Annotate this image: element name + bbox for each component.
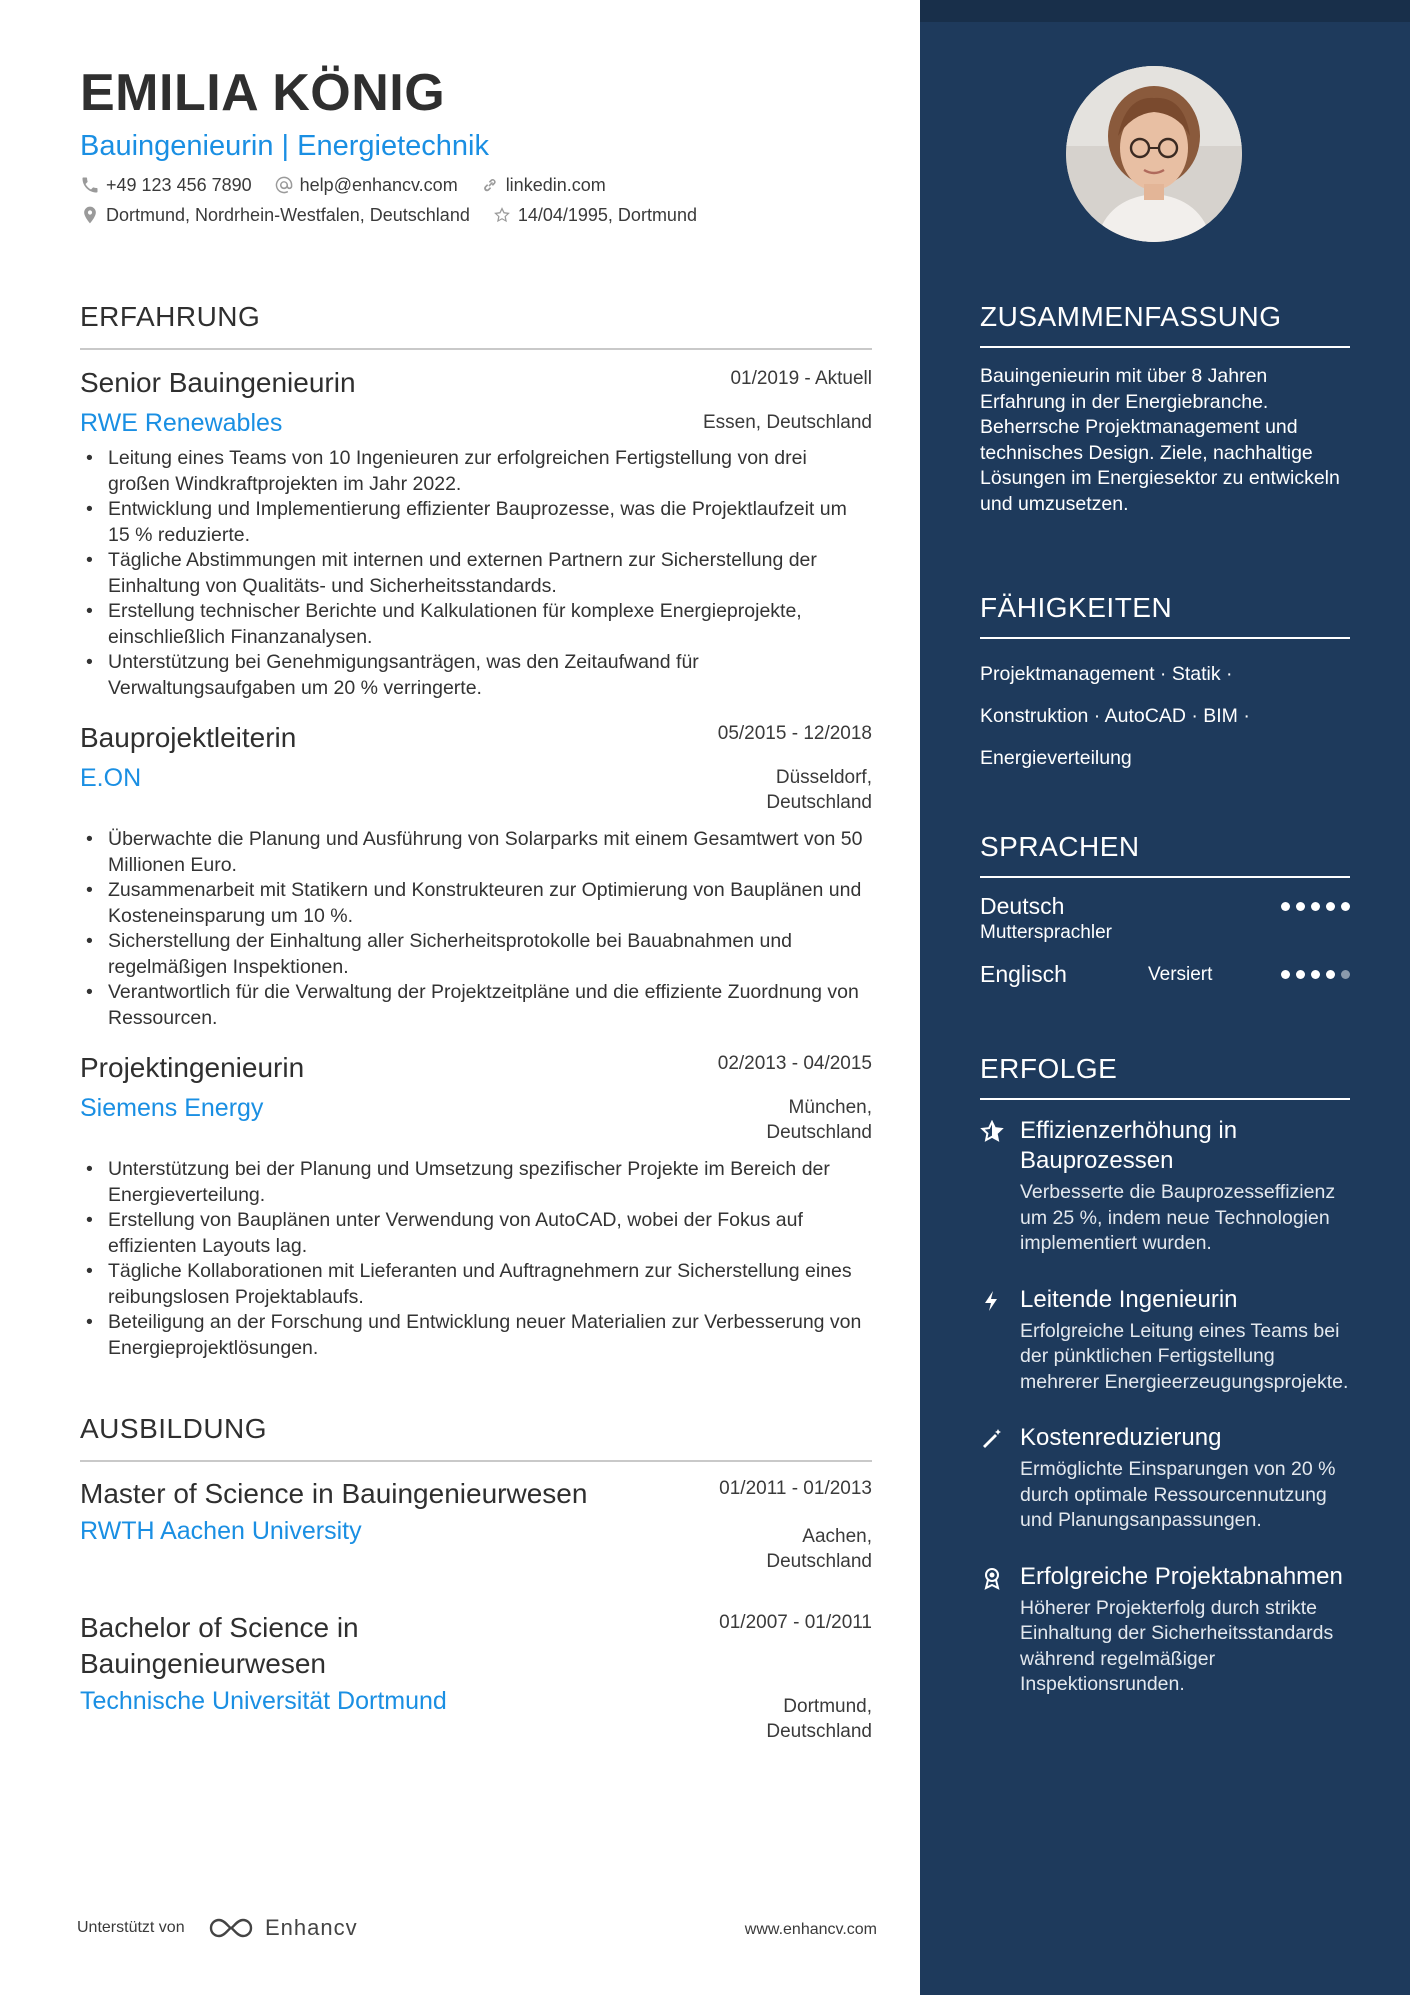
bolt-icon (980, 1289, 1004, 1313)
job-item (80, 366, 872, 701)
achievement-item (980, 1562, 1350, 1698)
degree (80, 1610, 640, 1682)
education-location-line: Dortmund, (783, 1696, 872, 1717)
birth-text: 14/04/1995, Dortmund (517, 205, 697, 225)
rating-dot-filled (1281, 970, 1290, 979)
job-location (766, 765, 872, 815)
link-icon (480, 175, 500, 195)
star-icon (980, 1120, 1004, 1144)
education-item (80, 1476, 872, 1572)
star-outline-icon (492, 205, 512, 225)
experience-section (80, 300, 872, 1361)
job-item (80, 1051, 872, 1361)
summary-section (980, 300, 1350, 517)
achievement-title: Kostenreduzierung (1020, 1424, 1222, 1451)
skills-line: Energieverteilung (980, 747, 1132, 769)
skills-title: FÄHIGKEITEN (980, 591, 1350, 639)
degree: Master of Science in Bauingenieurwesen (80, 1478, 588, 1509)
job-company: E.ON (80, 764, 142, 792)
education-location-line: Aachen, (802, 1526, 872, 1547)
contact-linkedin[interactable] (480, 174, 606, 196)
achievement-title: Leitende Ingenieurin (1020, 1285, 1238, 1313)
job-company: Siemens Energy (80, 1094, 264, 1122)
job-bullets (80, 827, 872, 1031)
job-dates: 02/2013 - 04/2015 (717, 1053, 872, 1074)
job-location-line: Düsseldorf, (775, 767, 872, 788)
rating-dot-filled (1326, 970, 1335, 979)
summary-text: Bauingenieurin mit über 8 Jahren Erfahrung in der Energiebranche. Beherrsche Projektmanagement und technisches Design. Ziele, nachhaltige Lösungen im Energiesektor zu entwickeln und umzusetzen. (980, 365, 1340, 515)
skills-section (980, 591, 1350, 779)
achievement-desc: Verbesserte die Bauprozesseffizienz um 25 %, indem neue Technologien implementiert wurden. (1020, 1181, 1336, 1254)
rating-dot-filled (1296, 970, 1305, 979)
bullet: • Tägliche Abstimmungen mit internen und externen Partnern zur Sicherstellung der Einhaltung von Qualitäts- und Sicherheitsstandards. (108, 548, 872, 599)
language-rating (1281, 970, 1350, 979)
bullet: • Unterstützung bei der Planung und Umsetzung spezifischer Projekte im Bereich der Energieverteilung. (108, 1157, 872, 1208)
education-dates: 01/2011 - 01/2013 (719, 1478, 872, 1499)
job-location (766, 1095, 872, 1145)
job-location-line: Deutschland (766, 1122, 872, 1143)
achievement-item (980, 1285, 1350, 1396)
job-location: Essen, Deutschland (703, 412, 872, 433)
job-bullets (80, 1157, 872, 1361)
job-location-line: Deutschland (766, 792, 872, 813)
education-section (80, 1412, 872, 1742)
linkedin-text: linkedin.com (505, 175, 606, 195)
at-icon (274, 175, 294, 195)
education-location (766, 1694, 872, 1744)
contact-row-1 (80, 174, 880, 196)
achievement-desc: Erfolgreiche Leitung eines Teams bei der pünktlichen Fertigstellung mehrerer Energieerzeugungsprojekte. (1020, 1319, 1349, 1393)
rating-dot-filled (1311, 902, 1320, 911)
rating-dot-filled (1281, 902, 1290, 911)
rating-dot-filled (1311, 970, 1320, 979)
achievement-title: Effizienzerhöhung in Bauprozessen (1020, 1117, 1238, 1174)
achievement-desc: Höherer Projekterfolg durch strikte Einhaltung der Sicherheitsstandards während regelmäßiger Inspektionsrunden. (1020, 1596, 1334, 1695)
sidebar-top-bar (920, 0, 1410, 22)
skills-list (980, 653, 1350, 779)
powered-by-text: Unterstützt von (77, 1919, 185, 1936)
brand-name: Enhancv (265, 1915, 358, 1940)
bullet: • Sicherstellung der Einhaltung aller Sicherheitsprotokolle bei Bauabnahmen und regelmäßigen Inspektionen. (108, 929, 872, 980)
education-item (80, 1610, 872, 1742)
languages-section (980, 830, 1350, 990)
achievement-item (980, 1116, 1350, 1257)
language-item (980, 960, 1350, 990)
wand-icon (980, 1427, 1004, 1451)
profile-photo (1066, 66, 1242, 242)
bullet: • Tägliche Kollaborationen mit Lieferanten und Auftragnehmern zur Sicherstellung eines reibungslosen Projektablaufs. (108, 1259, 872, 1310)
degree-line: Bachelor of Science in (80, 1612, 359, 1643)
language-level: Versiert (1148, 964, 1213, 985)
bullet: • Überwachte die Planung und Ausführung von Solarparks mit einem Gesamtwert von 50 Millionen Euro. (108, 827, 872, 878)
job-dates: 05/2015 - 12/2018 (717, 723, 872, 744)
bullet: • Erstellung von Bauplänen unter Verwendung von AutoCAD, wobei der Fokus auf effizienten Layouts lag. (108, 1208, 872, 1259)
award-icon (980, 1566, 1004, 1590)
brand-logo[interactable] (207, 1915, 358, 1941)
job-title: Bauprojektleiterin (80, 722, 297, 753)
contact-birth (492, 204, 697, 226)
job-title: Projektingenieurin (80, 1052, 305, 1083)
bullet: • Erstellung technischer Berichte und Kalkulationen für komplexe Energieprojekte, einschließlich Finanzanalysen. (108, 599, 872, 650)
experience-title: ERFAHRUNG (80, 300, 872, 350)
education-location-line: Deutschland (766, 1721, 872, 1742)
rating-dot-filled (1341, 902, 1350, 911)
degree-line: Bauingenieurwesen (80, 1648, 326, 1679)
skills-line: Konstruktion · AutoCAD · BIM · (980, 705, 1250, 727)
bullet: • Verantwortlich für die Verwaltung der Projektzeitpläne und die effiziente Zuordnung von Ressourcen. (108, 980, 872, 1031)
location-text: Dortmund, Nordrhein-Westfalen, Deutschland (106, 205, 470, 225)
achievement-title: Erfolgreiche Projektabnahmen (1020, 1562, 1343, 1590)
language-level: Muttersprachler (980, 922, 1112, 943)
job-location-line: München, (788, 1097, 872, 1118)
location-pin-icon (80, 205, 100, 225)
candidate-name: EMILIA KÖNIG (80, 64, 446, 122)
job-company: RWE Renewables (80, 409, 283, 437)
bullet: • Leitung eines Teams von 10 Ingenieuren zur erfolgreichen Fertigstellung von drei großen Windkraftprojekten im Jahr 2022. (108, 446, 872, 497)
bullet: • Zusammenarbeit mit Statikern und Konstrukteuren zur Optimierung von Bauplänen und Kosteneinsparung um 10 %. (108, 878, 872, 929)
achievements-title: ERFOLGE (980, 1052, 1350, 1100)
contact-row-2 (80, 204, 880, 226)
achievements-section (980, 1052, 1350, 1698)
sidebar (920, 0, 1410, 1995)
school: Technische Universität Dortmund (80, 1687, 447, 1715)
language-name: Deutsch (980, 893, 1065, 919)
languages-title: SPRACHEN (980, 830, 1350, 878)
school: RWTH Aachen University (80, 1517, 362, 1545)
summary-title: ZUSAMMENFASSUNG (980, 300, 1350, 348)
education-location-line: Deutschland (766, 1551, 872, 1572)
rating-dot-filled (1296, 902, 1305, 911)
contact-location (80, 204, 470, 226)
language-name: Englisch (980, 961, 1067, 987)
achievement-item (980, 1423, 1350, 1534)
contact-email[interactable] (274, 174, 458, 196)
skills-line: Projektmanagement · Statik · (980, 663, 1233, 685)
contact-phone (80, 174, 252, 196)
education-dates: 01/2007 - 01/2011 (719, 1612, 872, 1633)
achievement-desc: Ermöglichte Einsparungen von 20 % durch optimale Ressourcennutzung und Planungsanpassungen. (1020, 1458, 1336, 1531)
rating-dot-empty (1341, 970, 1350, 979)
footer (77, 1915, 877, 1945)
headline: Bauingenieurin | Energietechnik (80, 130, 489, 162)
header (80, 62, 880, 226)
footer-url[interactable]: www.enhancv.com (744, 1921, 877, 1938)
portrait-image (1066, 66, 1242, 242)
rating-dot-filled (1326, 902, 1335, 911)
bullet: • Entwicklung und Implementierung effizienter Bauprozesse, was die Projektlaufzeit um 15 % reduzierte. (108, 497, 872, 548)
language-item (980, 892, 1350, 948)
education-location (766, 1524, 872, 1574)
phone-icon (80, 175, 100, 195)
language-rating (1281, 902, 1350, 911)
email-text: help@enhancv.com (299, 175, 458, 195)
bullet: • Beteiligung an der Forschung und Entwicklung neuer Materialien zur Verbesserung von Energieprojektlösungen. (108, 1310, 872, 1361)
job-bullets (80, 446, 872, 701)
education-title: AUSBILDUNG (80, 1412, 872, 1462)
bullet: • Unterstützung bei Genehmigungsanträgen, was den Zeitaufwand für Verwaltungsaufgaben um 20 % verringerte. (108, 650, 872, 701)
job-dates: 01/2019 - Aktuell (730, 368, 872, 389)
phone-text: +49 123 456 7890 (106, 175, 252, 195)
job-title: Senior Bauingenieurin (80, 367, 356, 398)
enhancv-logo-icon (207, 1915, 255, 1941)
job-item (80, 721, 872, 1031)
